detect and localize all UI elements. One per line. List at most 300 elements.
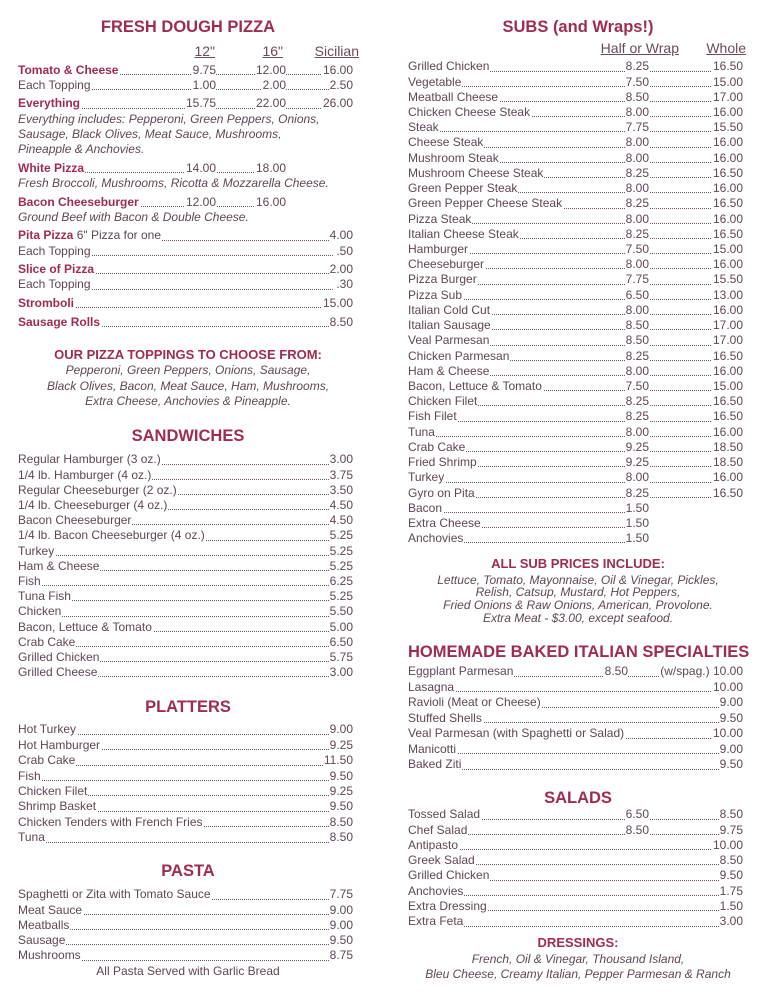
item-price: 9.00 — [719, 695, 743, 710]
dotted-leader — [408, 131, 723, 132]
dressings-line: Bleu Cheese, Creamy Italian, Pepper Parmesan & Ranch — [425, 966, 731, 981]
item-price: 8.25 — [625, 59, 649, 74]
dressings-text — [408, 952, 748, 982]
item-name: Chicken Parmesan — [408, 348, 510, 363]
item-price: 6.50 — [625, 807, 649, 822]
item-name: Regular Cheeseburger (2 oz.) — [18, 482, 177, 497]
item-price: 16.00 — [712, 150, 743, 165]
item-price: 8.50 — [625, 318, 649, 333]
menu-item — [408, 288, 748, 303]
item-price: 16.00 — [712, 424, 743, 439]
item-price: 16.50 — [712, 409, 743, 424]
item-price: 1.50 — [625, 531, 649, 546]
item-price: 8.00 — [625, 211, 649, 226]
item-name: Lasagna — [408, 679, 455, 694]
item-name: Veal Parmesan (with Spaghetti or Salad) — [408, 726, 625, 741]
item-description: Fresh Broccoli, Mushrooms, Ricotta & Mozzarella Cheese. — [18, 175, 329, 190]
menu-item — [408, 807, 748, 822]
item-price: 4.00 — [329, 228, 353, 243]
menu-item — [408, 181, 748, 196]
item-price: 10.00 — [712, 726, 743, 741]
salads-heading: SALADS — [544, 789, 612, 807]
item-name: Meatballs — [18, 917, 70, 932]
item-name: 1/4 lb. Hamburger (4 oz.) — [18, 467, 152, 482]
item-price: .50 — [336, 243, 353, 258]
menu-item — [408, 394, 748, 409]
item-name: Crab Cake — [18, 634, 76, 649]
item-name: Italian Cheese Steak — [408, 226, 519, 241]
dressings-heading: DRESSINGS: — [537, 935, 619, 950]
menu-item — [18, 933, 358, 948]
menu-item — [18, 161, 358, 176]
item-name: Meatball Cheese — [408, 89, 499, 104]
item-name: 1/4 lb. Cheeseburger (4 oz.) — [18, 498, 168, 512]
item-price: 8.50 — [329, 830, 353, 845]
item-price: 16.00 — [712, 363, 743, 378]
menu-item — [18, 650, 358, 665]
menu-item — [18, 948, 358, 963]
item-price: 18.00 — [255, 160, 286, 175]
salads-list — [408, 807, 748, 929]
item-price: 8.50 — [625, 822, 649, 837]
item-price: 15.50 — [712, 272, 743, 287]
menu-item — [18, 262, 358, 277]
item-name: Tossed Salad — [408, 807, 481, 822]
menu-item — [408, 516, 748, 531]
item-name — [18, 228, 162, 242]
menu-item — [408, 135, 748, 150]
menu-item — [408, 364, 748, 379]
menu-item — [18, 620, 358, 635]
item-price: 8.50 — [329, 314, 353, 329]
item-name: Ham & Cheese — [408, 363, 490, 378]
menu-item — [408, 257, 748, 272]
item-name: Cheeseburger — [408, 257, 485, 272]
menu-item — [18, 830, 358, 845]
menu-item — [408, 757, 748, 773]
menu-item — [408, 695, 748, 711]
menu-item — [408, 914, 748, 929]
item-name: Sausage — [18, 933, 66, 948]
menu-item — [408, 212, 748, 227]
menu-item — [408, 501, 748, 516]
item-name: Mushrooms — [18, 948, 81, 963]
dotted-leader — [18, 780, 333, 781]
item-name: Chicken Cheese Steak — [408, 105, 531, 120]
item-price: 1.50 — [625, 515, 649, 530]
item-price: 5.00 — [329, 619, 353, 634]
toppings-text — [18, 363, 358, 410]
item-name: Regular Hamburger (3 oz.) — [18, 452, 161, 467]
item-name — [18, 161, 85, 175]
item-price: 15.00 — [712, 242, 743, 257]
subs-header-whole: Whole — [706, 40, 746, 56]
item-price: 9.75 — [719, 822, 743, 837]
menu-item — [408, 486, 748, 501]
toppings-line: Extra Cheese, Anchovies & Pineapple. — [85, 394, 291, 408]
menu-item — [18, 544, 358, 559]
item-name — [18, 63, 119, 77]
item-price: 8.00 — [625, 150, 649, 165]
item-name: Crab Cake — [18, 753, 76, 768]
item-name: Manicotti — [408, 741, 457, 756]
sub_includes-heading: ALL SUB PRICES INCLUDE: — [491, 556, 665, 571]
item-price: 3.50 — [329, 482, 353, 497]
menu-item — [408, 838, 748, 853]
dotted-leader — [18, 585, 333, 586]
item-name: Italian Cold Cut — [408, 302, 491, 317]
item-price: 5.25 — [329, 589, 353, 604]
item-price: 9.00 — [719, 741, 743, 756]
item-name: Fish Filet — [408, 409, 457, 424]
dotted-leader — [408, 691, 723, 692]
item-price: 9.00 — [329, 917, 353, 932]
item-price: 16.00 — [712, 105, 743, 120]
sub_includes-line: Fried Onions & Raw Onions, American, Provolone. — [443, 598, 713, 613]
item-name: Stuffed Shells — [408, 710, 482, 725]
sandwiches-list — [18, 452, 358, 680]
menu-item — [18, 468, 358, 483]
item-price — [659, 664, 743, 680]
menu-item — [408, 166, 748, 181]
item-price: 12.00 — [185, 194, 216, 209]
menu-item — [18, 452, 358, 467]
item-name-extra: 6" Pizza for one — [76, 228, 162, 243]
item-price: 5.50 — [329, 604, 353, 619]
item-price: 7.75 — [625, 272, 649, 287]
pizza-heading: FRESH DOUGH PIZZA — [100, 18, 276, 36]
item-name: Shrimp Basket — [18, 799, 97, 814]
menu-item — [18, 559, 358, 574]
item-name: Grilled Chicken — [408, 868, 490, 883]
item-price: 9.25 — [329, 783, 353, 798]
item-name: Steak — [408, 120, 439, 135]
item-name-bold: Stromboli — [18, 296, 74, 311]
pizza-list — [18, 63, 358, 331]
menu-item — [18, 277, 358, 292]
pizza-group — [18, 195, 358, 225]
item-price: 7.75 — [625, 120, 649, 135]
item-name: Pizza Sub — [408, 287, 463, 302]
item-price: 17.00 — [712, 318, 743, 333]
menu-item — [18, 528, 358, 543]
menu-item — [408, 853, 748, 868]
item-price: 22.00 — [255, 96, 286, 111]
item-price: 9.25 — [625, 439, 649, 454]
item-price: 5.25 — [329, 558, 353, 573]
item-price: 1.50 — [719, 898, 743, 913]
item-name: Hot Turkey — [18, 722, 77, 737]
item-name: Fried Shrimp — [408, 455, 477, 470]
item-name: Bacon — [408, 500, 443, 515]
subs-heading: SUBS (and Wraps!) — [502, 18, 654, 36]
pizza-header-12: 12" — [194, 43, 215, 59]
item-price: 18.50 — [712, 455, 743, 470]
menu-item — [408, 75, 748, 90]
item-name: Anchovies — [408, 883, 464, 898]
item-price: 16.00 — [712, 181, 743, 196]
item-name — [18, 195, 140, 209]
item-price: 26.00 — [322, 96, 353, 111]
item-name: Grilled Chicken — [18, 650, 100, 665]
price-note: (w/spag.) — [660, 664, 710, 679]
dotted-leader — [408, 482, 723, 483]
sub_includes-line: Relish, Catsup, Mustard, Hot Peppers, — [475, 585, 681, 600]
item-price: 16.50 — [712, 165, 743, 180]
item-price: 15.50 — [712, 120, 743, 135]
item-description: Sausage, Black Olives, Meat Sauce, Mushrooms, — [18, 126, 282, 141]
dotted-leader — [18, 616, 333, 617]
menu-item — [18, 498, 358, 513]
menu-item — [18, 244, 358, 259]
pizza-header-sicilian: Sicilian — [314, 43, 359, 59]
item-name: Spaghetti or Zita with Tomato Sauce — [18, 887, 211, 902]
price-value: 10.00 — [712, 664, 743, 679]
menu-item — [18, 665, 358, 680]
menu-item — [408, 899, 748, 914]
item-price: 10.00 — [712, 679, 743, 694]
item-price: 8.75 — [329, 948, 353, 963]
item-price: 8.00 — [625, 363, 649, 378]
menu-item — [408, 742, 748, 758]
menu-item — [408, 884, 748, 899]
item-name: Bacon Cheeseburger — [18, 513, 132, 528]
item-price: 7.50 — [625, 242, 649, 257]
menu-item — [18, 903, 358, 918]
item-name: Tuna — [408, 424, 435, 439]
item-name: Hot Hamburger — [18, 737, 101, 752]
item-name: Cheese Steak — [408, 135, 484, 150]
toppings-heading: OUR PIZZA TOPPINGS TO CHOOSE FROM: — [54, 347, 322, 362]
item-price: 8.25 — [625, 348, 649, 363]
item-name-bold: Everything — [18, 96, 81, 111]
item-name: Gyro on Pita — [408, 485, 475, 500]
item-name: Tuna Fish — [18, 589, 71, 604]
menu-item — [18, 589, 358, 604]
item-name: Italian Sausage — [408, 318, 491, 333]
item-price: 5.25 — [329, 543, 353, 558]
menu-item — [408, 379, 748, 394]
item-price: 9.75 — [192, 62, 216, 77]
item-price: 14.00 — [185, 160, 216, 175]
item-price: 4.50 — [329, 513, 353, 528]
item-name-bold: Sausage Rolls — [18, 314, 101, 329]
item-name — [18, 96, 81, 110]
menu-item — [18, 78, 358, 93]
item-name-bold: White Pizza — [18, 160, 85, 175]
item-price: 8.00 — [625, 181, 649, 196]
item-name: Turkey — [18, 543, 55, 558]
item-name: Each Topping — [18, 77, 91, 92]
item-price: 16.00 — [255, 194, 286, 209]
item-price: 8.00 — [625, 424, 649, 439]
menu-item — [18, 228, 358, 243]
item-price: 16.00 — [322, 62, 353, 77]
menu-item — [408, 823, 748, 838]
menu-item — [408, 59, 748, 74]
item-price: 8.50 — [719, 807, 743, 822]
item-name: Grilled Chicken — [408, 59, 490, 74]
platters-heading: PLATTERS — [145, 698, 231, 716]
item-price: 9.50 — [329, 933, 353, 948]
item-price: .30 — [336, 277, 353, 292]
item-name: Extra Feta — [408, 914, 464, 929]
item-description: Everything includes: Pepperoni, Green Peppers, Onions, — [18, 111, 320, 126]
item-price: 1.50 — [625, 500, 649, 515]
dotted-leader — [18, 555, 333, 556]
menu-item — [408, 425, 748, 440]
pizza-header-16: 16" — [262, 43, 283, 59]
menu-item — [18, 784, 358, 799]
sub_includes-line: Extra Meat - $3.00, except seafood. — [482, 610, 674, 625]
subs-list — [408, 59, 748, 546]
item-name: Vegetable — [408, 74, 462, 89]
item-name: Grilled Cheese — [18, 665, 98, 680]
item-price: 12.00 — [255, 62, 286, 77]
menu-item — [18, 483, 358, 498]
toppings-line: Pepperoni, Green Peppers, Onions, Sausage, — [65, 363, 311, 377]
item-price: 16.00 — [712, 135, 743, 150]
menu-item — [18, 887, 358, 902]
item-name: Crab Cake — [408, 439, 466, 454]
item-price: 7.50 — [625, 74, 649, 89]
item-name: Turkey — [408, 470, 445, 485]
item-price: 8.25 — [625, 226, 649, 241]
item-price: 9.50 — [329, 799, 353, 814]
item-price: 3.00 — [329, 665, 353, 680]
item-price: 2.00 — [262, 77, 286, 92]
item-price: 17.00 — [712, 333, 743, 348]
menu-item — [408, 440, 748, 455]
menu-item — [18, 769, 358, 784]
item-name: Meat Sauce — [18, 902, 83, 917]
item-price: 6.25 — [329, 574, 353, 589]
item-name: Each Topping — [18, 243, 91, 258]
item-price: 3.75 — [329, 467, 353, 482]
italian-list — [408, 664, 748, 773]
menu-item — [18, 815, 358, 830]
menu-item — [408, 664, 748, 680]
menu-item — [408, 120, 748, 135]
item-name: Chef Salad — [408, 822, 468, 837]
item-price: 8.00 — [625, 135, 649, 150]
menu-item — [408, 90, 748, 105]
item-price: 6.50 — [329, 634, 353, 649]
menu-item — [18, 195, 358, 210]
item-name: Eggplant Parmesan — [408, 664, 514, 679]
item-price: 9.00 — [329, 722, 353, 737]
item-name: Fish — [18, 768, 41, 783]
item-price: 8.25 — [625, 165, 649, 180]
item-price: 2.50 — [329, 77, 353, 92]
item-price: 8.50 — [625, 333, 649, 348]
item-name: Anchovies — [408, 531, 464, 546]
item-price: 8.25 — [625, 394, 649, 409]
pizza-group — [18, 228, 358, 258]
item-price: 15.00 — [322, 296, 353, 311]
sandwiches-heading: SANDWICHES — [131, 427, 245, 445]
sub_includes-text — [408, 574, 748, 625]
item-price: 15.00 — [712, 378, 743, 393]
menu-item — [408, 151, 748, 166]
item-price: 16.00 — [712, 211, 743, 226]
item-price: 15.75 — [185, 96, 216, 111]
item-price: 2.00 — [329, 262, 353, 277]
menu-item — [408, 531, 748, 546]
menu-item — [18, 96, 358, 111]
item-price: 16.00 — [712, 257, 743, 272]
menu-item — [18, 296, 358, 311]
menu-item — [408, 726, 748, 742]
item-name: Each Topping — [18, 277, 91, 292]
pasta-list — [18, 887, 358, 963]
menu-item — [18, 918, 358, 933]
item-price: 9.00 — [329, 902, 353, 917]
pizza-group — [18, 315, 358, 330]
item-price: 8.50 — [625, 89, 649, 104]
toppings-line: Black Olives, Bacon, Meat Sauce, Ham, Mushrooms, — [46, 378, 330, 393]
pizza-group — [18, 96, 358, 157]
item-name: Bacon, Lettuce & Tomato — [18, 619, 152, 634]
item-name: Extra Dressing — [408, 898, 487, 913]
item-price: 9.25 — [625, 455, 649, 470]
item-price: 16.50 — [712, 226, 743, 241]
item-name-bold: Slice of Pizza — [18, 262, 95, 277]
item-price: 6.50 — [625, 287, 649, 302]
menu-item — [408, 349, 748, 364]
menu-item — [408, 711, 748, 727]
item-price: 4.50 — [329, 498, 353, 512]
item-name: Chicken Filet — [408, 394, 478, 409]
sub_includes-line: Lettuce, Tomato, Mayonnaise, Oil & Vinegar, Pickles, — [437, 572, 719, 587]
menu-item — [408, 455, 748, 470]
dressings-line: French, Oil & Vinegar, Thousand Island, — [471, 951, 685, 966]
pizza-group — [18, 63, 358, 93]
item-name — [18, 296, 75, 310]
item-description: Ground Beef with Bacon & Double Cheese. — [18, 209, 249, 224]
item-description: Pineapple & Anchovies. — [18, 141, 145, 156]
item-name: 1/4 lb. Bacon Cheeseburger (4 oz.) — [18, 528, 205, 543]
item-price: 8.25 — [625, 485, 649, 500]
item-price: 8.00 — [625, 105, 649, 120]
pasta-heading: PASTA — [161, 862, 215, 880]
item-price: 9.25 — [329, 737, 353, 752]
item-price: 8.50 — [329, 814, 353, 829]
item-name: Veal Parmesan — [408, 333, 490, 348]
pizza-group — [18, 161, 358, 191]
item-price: 16.50 — [712, 485, 743, 500]
item-price: 18.50 — [712, 439, 743, 454]
item-price: 7.75 — [329, 887, 353, 902]
menu-item — [18, 604, 358, 619]
menu-item — [18, 513, 358, 528]
item-price: 16.00 — [712, 470, 743, 485]
item-name — [18, 315, 101, 329]
item-price: 16.50 — [712, 59, 743, 74]
item-price: 16.50 — [712, 348, 743, 363]
pasta-footer: All Pasta Served with Garlic Bread — [96, 964, 280, 978]
item-name: Ham & Cheese — [18, 558, 100, 573]
item-name: Baked Ziti — [408, 757, 462, 772]
item-name — [18, 262, 95, 276]
item-name: Pizza Burger — [408, 272, 477, 287]
menu-item — [18, 799, 358, 814]
item-name-bold: Pita Pizza — [18, 228, 74, 243]
menu-item — [408, 272, 748, 287]
item-price: 17.00 — [712, 89, 743, 104]
menu-item — [408, 318, 748, 333]
item-name: Chicken Filet — [18, 783, 88, 798]
